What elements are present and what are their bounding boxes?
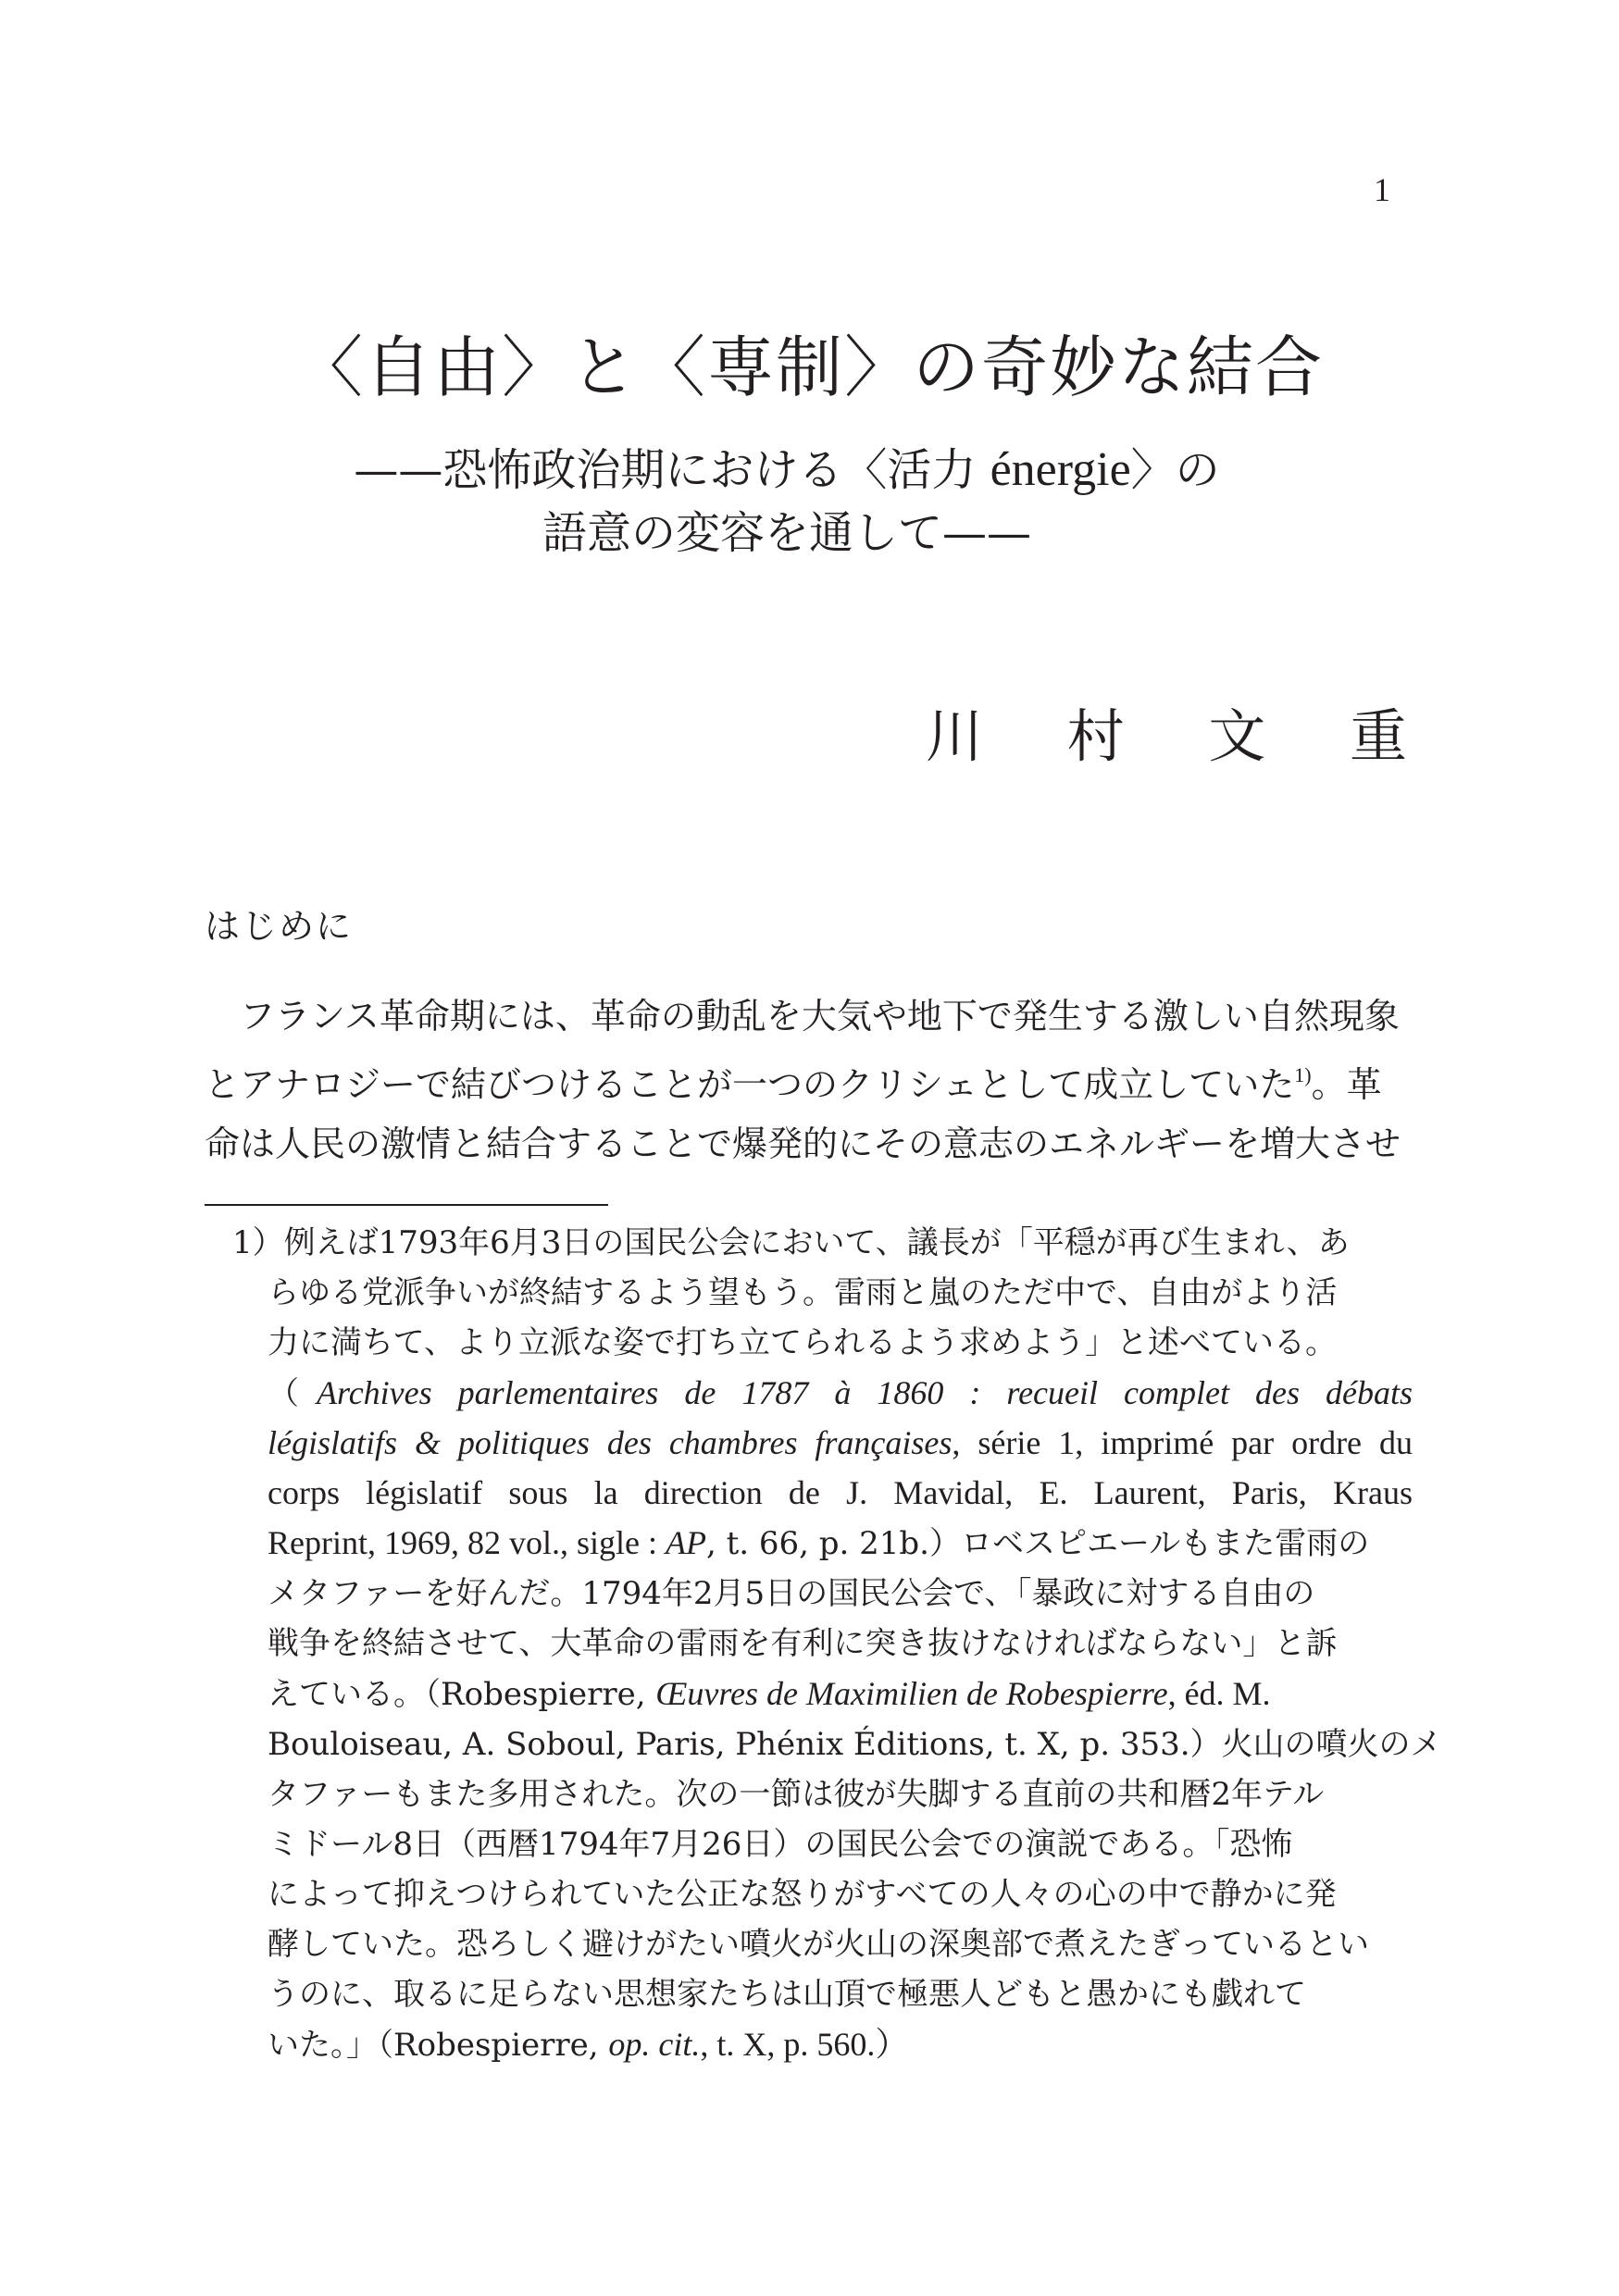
footnote-text: （ [268, 1375, 318, 1412]
footnote-line: 1）例えば1793年6月3日の国民公会において、議長が「平穏が再び生まれ、あ [232, 1224, 1350, 1261]
subtitle-line-1-prefix: ——恐怖政治期における〈活力 [354, 444, 990, 496]
body-paragraph [205, 987, 1413, 1173]
citation-title: Archives parlementaires de 1787 à 1860 : recueil complet des débats [317, 1374, 1413, 1411]
footnote-line [205, 1368, 1413, 1418]
footnote-divider [205, 1204, 608, 1206]
body-line: フランス革命期には、革命の動乱を大気や地下で発生する激しい自然現象 [205, 996, 1400, 1036]
subtitle-line-2: 語意の変容を通して—— [542, 507, 1031, 559]
footnote-line [205, 1518, 1413, 1569]
footnote-text: , série 1, imprimé par ordre du [952, 1424, 1413, 1461]
footnote-line: らゆる党派争いが終結するよう望もう。雷雨と嵐のただ中で、自由がより活 [268, 1274, 1338, 1311]
footnote-line: タファーもまた多用された。次の一節は彼が失脚する直前の共和暦2年テル [268, 1776, 1325, 1813]
footnote-line: Bouloiseau, A. Soboul, Paris, Phénix Éditions, t. X, p. 353.）火山の噴火のメ [268, 1726, 1442, 1763]
article-title: 〈自由〉と〈専制〉の奇妙な結合 [295, 329, 1324, 406]
footnote-line: メタファーを好んだ。1794年2月5日の国民公会で、「暴政に対する自由の [268, 1575, 1315, 1612]
article-subtitle [213, 439, 1361, 565]
footnote-line: うのに、取るに足らない思想家たちは山頂で極悪人どもと愚かにも戯れて [268, 1976, 1306, 2013]
subtitle-line-1 [213, 439, 1361, 502]
footnote-line: ミドール8日（西暦1794年7月26日）の国民公会での演説である。「恐怖 [268, 1826, 1293, 1863]
footnote-text: , t. 66, p. 21b.）ロベスピエールもまた雷雨の [705, 1525, 1370, 1562]
footnote-line [205, 1418, 1413, 1468]
footnote-line: corps législatif sous la direction de J. Mavidal, E. Laurent, Paris, Kraus [268, 1474, 1413, 1511]
subtitle-line-1-suffix: 〉の [1130, 444, 1220, 496]
footnote-line [205, 1669, 1413, 1719]
author-char: 重 [1349, 702, 1407, 770]
body-line-text: とアナロジーで結びつけることが一つのクリシェとして成立していた [205, 1064, 1295, 1105]
citation-title: Œuvres de Maximilien de Robespierre [655, 1675, 1168, 1712]
footnote-text: えている。（Robespierre, [268, 1676, 656, 1713]
footnote-line: 酵していた。恐ろしく避けがたい噴火が火山の深奥部で煮えたぎっているとい [268, 1926, 1369, 1963]
footnote-text: Reprint, 1969, 82 vol., sigle : [268, 1524, 666, 1561]
footnote-1 [205, 1218, 1442, 2070]
author-char: 川 [926, 702, 984, 770]
body-line [205, 1046, 1413, 1114]
page-number: 1 [1374, 171, 1390, 208]
citation-abbrev: AP [665, 1524, 706, 1561]
footnote-line: によって抑えつけられていた公正な怒りがすべての人々の心の中で静かに発 [268, 1876, 1337, 1913]
footnote-text: , t. X, p. 560.） [700, 2026, 909, 2063]
subtitle-latin-term: énergie [990, 443, 1131, 496]
citation-abbrev: op. cit. [608, 2026, 701, 2063]
section-heading: はじめに [205, 906, 354, 947]
footnote-ref[interactable]: 1) [1294, 1063, 1312, 1086]
citation-title: législatifs & politiques des chambres françaises [268, 1424, 953, 1461]
footnote-line: 戦争を終結させて、大革命の雷雨を有利に突き抜けなければならない」と訴 [268, 1625, 1338, 1662]
author-char: 文 [1208, 702, 1266, 770]
body-line: 命は人民の激情と結合することで爆発的にその意志のエネルギーを増大させ [205, 1123, 1401, 1164]
author-name [926, 700, 1407, 774]
footnote-text: , éd. M. [1167, 1675, 1271, 1712]
footnote-text: いた。」（Robespierre, [268, 2027, 609, 2064]
author-char: 村 [1066, 702, 1125, 770]
footnote-line [205, 2019, 1413, 2070]
body-line-text: 。革 [1311, 1064, 1382, 1105]
footnote-line: 力に満ちて、より立派な姿で打ち立てられるよう求めよう」と述べている。 [268, 1324, 1337, 1361]
